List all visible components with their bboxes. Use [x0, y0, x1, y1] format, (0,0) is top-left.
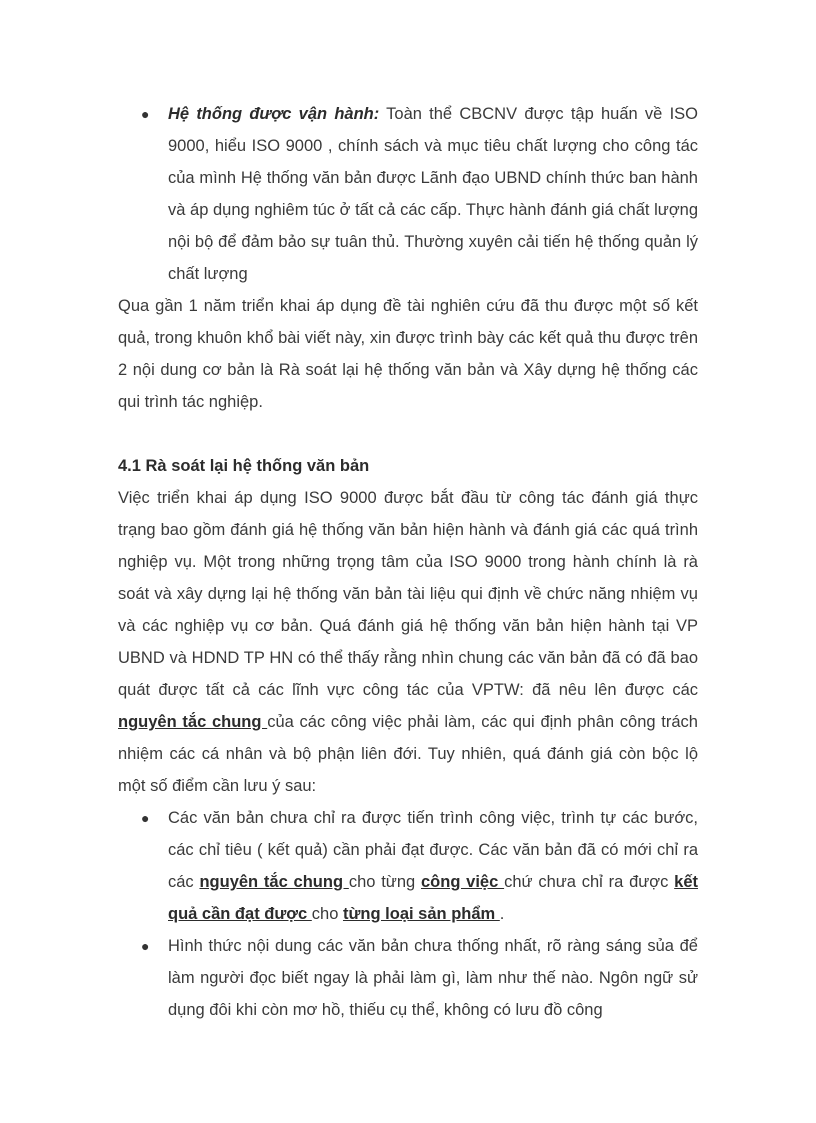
- review-paragraph-text-1: Việc triển khai áp dụng ISO 9000 được bắt đầu từ công tác đánh giá thực trạng bao gồm đánh giá hệ thống văn bản hiện hành và đánh giá các quá trình nghiệp vụ. Một trong những trọng tâm của ISO 9000 trong hành chính là rà soát và xây dựng lại hệ thống văn bản tài liệu qui định về chức năng nhiệm vụ và các nghiệp vụ cơ bản. Quá đánh giá hệ thống văn bản hiện hành tại VP UBND và HDND TP HN có thể thấy rằng nhìn chung các văn bản đã có đã bao quát được tất cả các lĩnh vực công tác của VPTW: đã nêu lên được các: [118, 489, 698, 699]
- bullet-item-documents-process: [118, 802, 698, 930]
- review-paragraph: [118, 482, 698, 802]
- section-heading: 4.1 Rà soát lại hệ thống văn bản: [118, 457, 370, 475]
- link-required-results[interactable]: kết quả cần đạt được: [168, 873, 699, 923]
- bullet-text-2: cho từng: [348, 873, 421, 891]
- bullet-icon: ●: [141, 106, 150, 122]
- link-general-principles[interactable]: nguyên tắc chung: [118, 713, 268, 731]
- bullet-body-text: Hình thức nội dung các văn bản chưa thống nhất, rõ ràng sáng sủa để làm người đọc biết ngay là phải làm gì, làm như thế nào. Ngôn ngữ sử dụng đôi khi còn mơ hồ, thiếu cụ thể, không có lưu đồ công: [168, 937, 698, 1019]
- document-body: [118, 98, 698, 1026]
- intro-paragraph: Qua gần 1 năm triển khai áp dụng đề tài nghiên cứu đã thu được một số kết quả, trong khuôn khổ bài viết này, xin được trình bày các kết quả thu được trên 2 nội dung cơ bản là Rà soát lại hệ thống văn bản và Xây dựng hệ thống các qui trình tác nghiệp.: [118, 297, 698, 411]
- bullet-icon: ●: [141, 810, 150, 826]
- bullet-item-system-operation: [118, 98, 698, 290]
- link-general-principles-2[interactable]: nguyên tắc chung: [199, 873, 349, 891]
- bullet-text-4: cho: [311, 905, 343, 923]
- bullet-text-5: .: [499, 905, 505, 923]
- bullet-body-text: Toàn thể CBCNV được tập huấn về ISO 9000, hiểu ISO 9000 , chính sách và mục tiêu chất lượng cho công tác của mình Hệ thống văn bản được Lãnh đạo UBND chính thức ban hành và áp dụng nghiêm túc ở tất cả các cấp. Thực hành đánh giá chất lượng nội bộ để đảm bảo sự tuân thủ. Thường xuyên cải tiến hệ thống quản lý chất lượng: [168, 105, 698, 283]
- link-work[interactable]: công việc: [420, 873, 505, 891]
- link-each-product-type[interactable]: từng loại sản phẩm: [342, 905, 500, 923]
- bullet-lead-text: Hệ thống được vận hành:: [168, 105, 380, 123]
- review-paragraph-text-2: của các công việc phải làm, các qui định phân công trách nhiệm các cá nhân và bộ phận liên đới. Tuy nhiên, quá đánh giá còn bộc lộ một số điểm cần lưu ý sau:: [118, 713, 698, 795]
- bullet-item-document-form: [118, 930, 698, 1026]
- bullet-icon: ●: [141, 938, 150, 954]
- bullet-text-3: chứ chưa chỉ ra được: [504, 873, 675, 891]
- bullet-text-1: Các văn bản chưa chỉ ra được tiến trình công việc, trình tự các bước, các chỉ tiêu ( kết quả) cần phải đạt được. Các văn bản đã có mới chỉ ra các: [168, 809, 698, 891]
